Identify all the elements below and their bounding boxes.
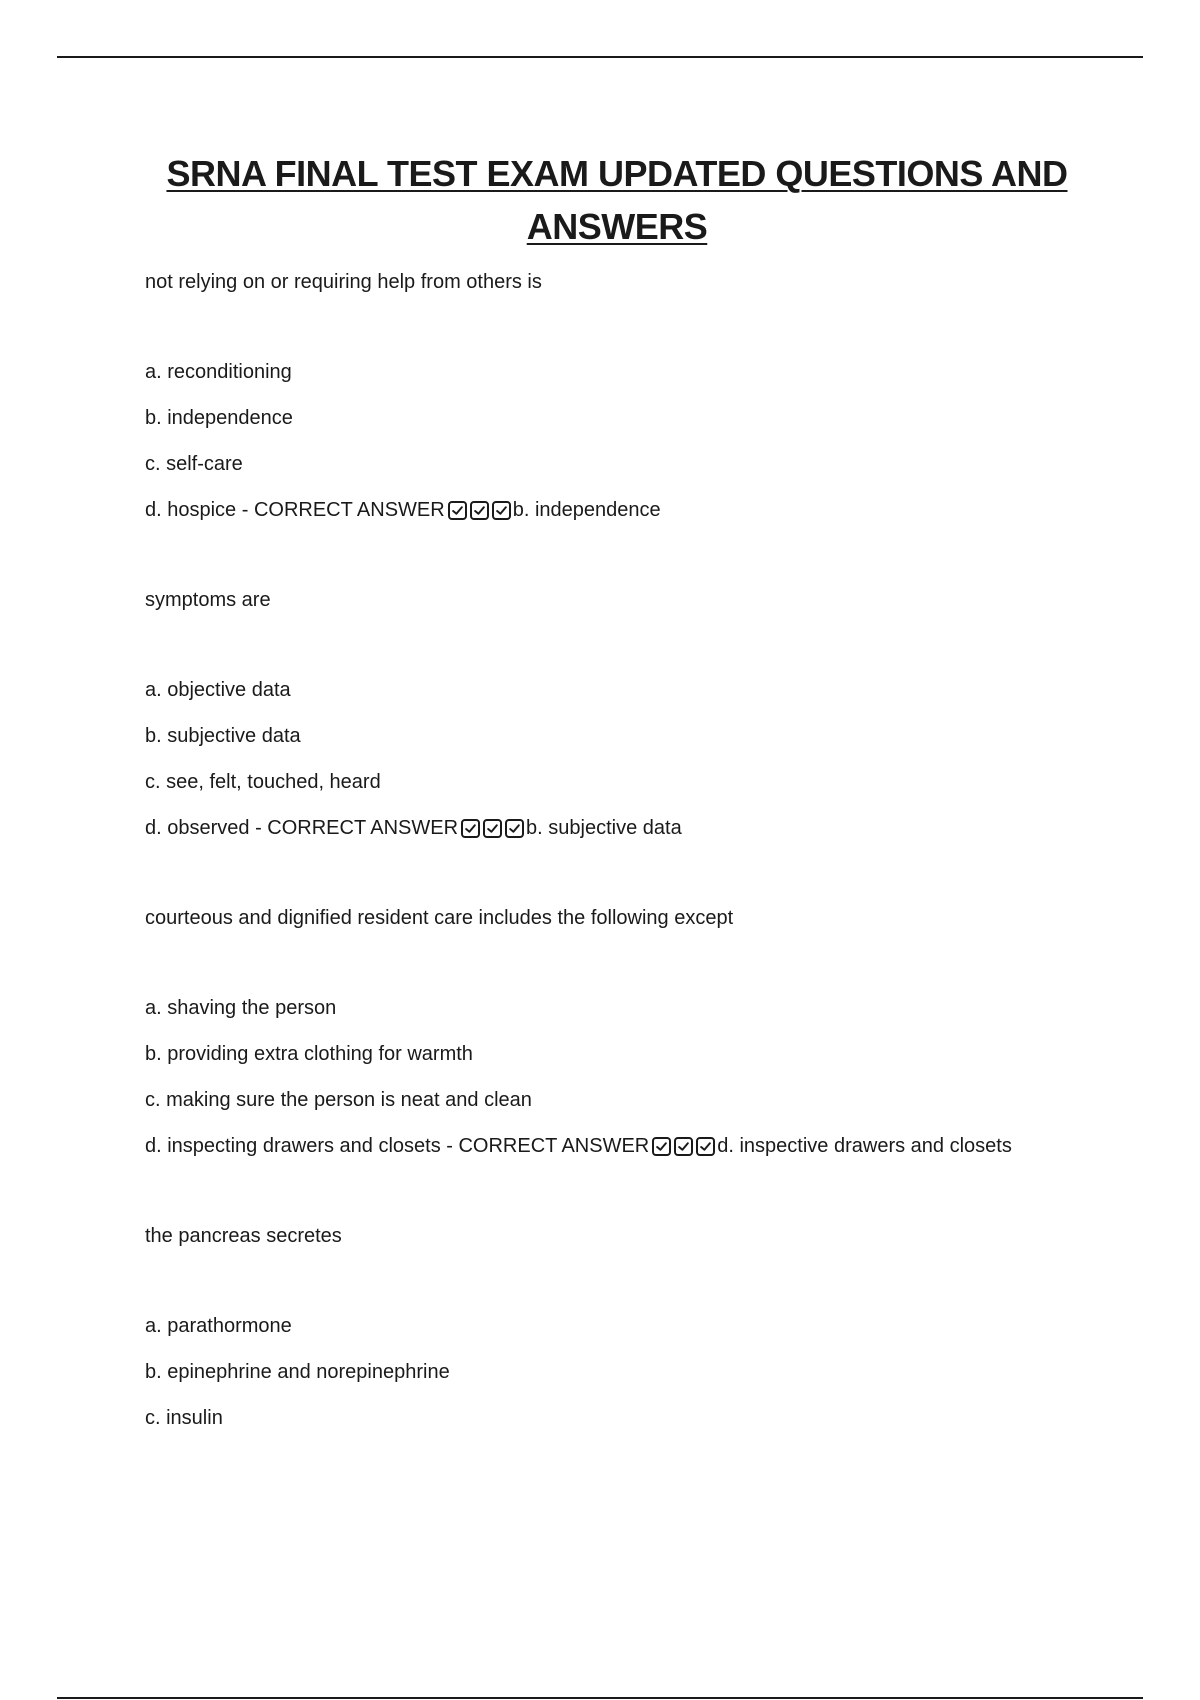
check-box-icon	[505, 819, 524, 838]
check-box-icon	[696, 1137, 715, 1156]
option-d: d. inspecting drawers and closets - CORRECT ANSWER	[145, 1135, 650, 1157]
option-c: c. self-care	[145, 453, 243, 475]
check-box-icon	[483, 819, 502, 838]
question-prompt: symptoms are	[145, 589, 271, 611]
option-c: c. insulin	[145, 1407, 223, 1429]
check-box-icon	[674, 1137, 693, 1156]
answer-line	[145, 1132, 1145, 1178]
option-a: a. objective data	[145, 679, 291, 701]
top-rule	[57, 56, 1143, 58]
correct-answer: d. inspective drawers and closets	[717, 1135, 1012, 1157]
option-a: a. parathormone	[145, 1315, 292, 1337]
question-prompt: courteous and dignified resident care includes the following except	[145, 907, 734, 929]
option-d: d. hospice - CORRECT ANSWER	[145, 499, 445, 521]
correct-answer: b. independence	[512, 499, 661, 521]
option-b: b. providing extra clothing for warmth	[145, 1043, 473, 1065]
option-c: c. see, felt, touched, heard	[145, 771, 381, 793]
option-b: b. epinephrine and norepinephrine	[145, 1361, 450, 1383]
bottom-rule	[57, 1697, 1143, 1699]
answer-line	[145, 496, 1145, 542]
question-list	[145, 268, 1145, 1450]
correct-answer: b. subjective data	[526, 817, 682, 839]
document-title: SRNA FINAL TEST EXAM UPDATED QUESTIONS AND ANSWERS	[166, 153, 1068, 247]
option-a: a. shaving the person	[145, 997, 337, 1019]
option-d: d. observed - CORRECT ANSWER	[145, 817, 459, 839]
question-prompt: not relying on or requiring help from others is	[145, 271, 542, 293]
check-box-icon	[492, 501, 511, 520]
answer-line	[145, 814, 1145, 860]
option-c: c. making sure the person is neat and clean	[145, 1089, 532, 1111]
question-prompt: the pancreas secretes	[145, 1225, 342, 1247]
option-b: b. independence	[145, 407, 293, 429]
option-b: b. subjective data	[145, 725, 301, 747]
check-box-icon	[461, 819, 480, 838]
check-box-icon	[448, 501, 467, 520]
option-a: a. reconditioning	[145, 361, 292, 383]
check-box-icon	[652, 1137, 671, 1156]
check-box-icon	[470, 501, 489, 520]
